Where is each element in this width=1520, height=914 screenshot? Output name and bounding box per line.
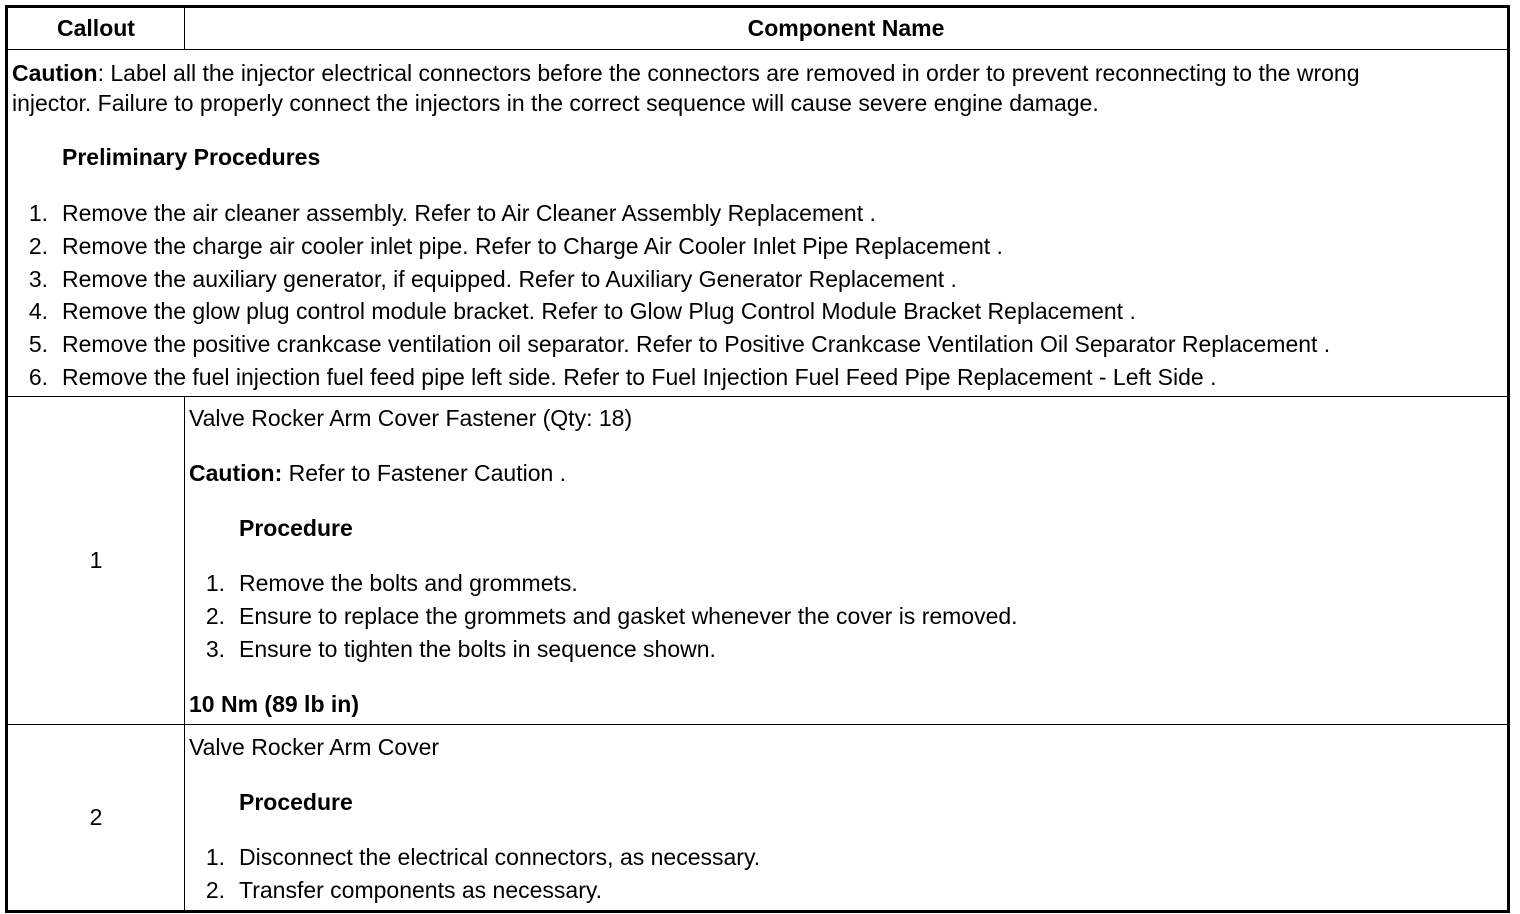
step-number: 1. (205, 570, 225, 596)
caution-label: Caution: (189, 460, 283, 486)
header-component-name: Component Name (747, 15, 945, 41)
step-number: 1. (205, 844, 225, 870)
step-text: Remove the air cleaner assembly. Refer to Air Cleaner Assembly Replacement . (62, 200, 876, 226)
step-text: Transfer components as necessary. (239, 877, 603, 903)
step-text: Remove the auxiliary generator, if equipped. Refer to Auxiliary Generator Replacement . (62, 266, 957, 292)
procedure-title: Procedure (239, 515, 353, 541)
step-number: 1. (28, 200, 48, 226)
preliminary-procedures-title: Preliminary Procedures (62, 144, 321, 170)
step-number: 2. (28, 233, 48, 259)
table-header-row (8, 8, 1507, 50)
component-cell (185, 725, 1507, 910)
step-text: Remove the fuel injection fuel feed pipe left side. Refer to Fuel Injection Fuel Feed Pipe Replacement - Left Side . (62, 364, 1217, 390)
step-text: Remove the charge air cooler inlet pipe. Refer to Charge Air Cooler Inlet Pipe Replacement . (62, 233, 1003, 259)
header-callout: Callout (8, 8, 185, 49)
step-text: Ensure to tighten the bolts in sequence shown. (239, 636, 716, 662)
step-text: Remove the positive crankcase ventilation oil separator. Refer to Positive Crankcase Ventilation Oil Separator Replacement . (62, 331, 1331, 357)
step-number: 2. (205, 603, 225, 629)
step-number: 3. (28, 266, 48, 292)
component-name: Valve Rocker Arm Cover Fastener (Qty: 18) (189, 405, 633, 431)
component-caution: Caution: Refer to Fastener Caution . (189, 460, 567, 486)
callout-number: 2 (8, 725, 185, 910)
table-row (8, 725, 1507, 910)
step-number: 5. (28, 331, 48, 357)
intro-caution-line1: Caution: Label all the injector electrical connectors before the connectors are removed in order to prevent reconnecting to the wrong (12, 60, 1360, 86)
step-number: 4. (28, 298, 48, 324)
component-cell (185, 397, 1507, 724)
table-row (8, 397, 1507, 725)
step-number: 3. (205, 636, 225, 662)
step-text: Remove the glow plug control module bracket. Refer to Glow Plug Control Module Bracket Replacement . (62, 298, 1136, 324)
step-text: Disconnect the electrical connectors, as necessary. (239, 844, 761, 870)
step-number: 2. (205, 877, 225, 903)
intro-caution-line2: injector. Failure to properly connect the injectors in the correct sequence will cause severe engine damage. (12, 90, 1099, 116)
procedure-table (5, 5, 1510, 913)
step-text: Remove the bolts and grommets. (239, 570, 578, 596)
step-text: Ensure to replace the grommets and gasket whenever the cover is removed. (239, 603, 1018, 629)
component-name: Valve Rocker Arm Cover (189, 734, 440, 760)
torque-spec: 10 Nm (89 lb in) (189, 691, 359, 717)
intro-row (8, 50, 1507, 397)
intro-caution-label: Caution (12, 60, 98, 86)
callout-number: 1 (8, 397, 185, 724)
procedure-title: Procedure (239, 789, 353, 815)
step-number: 6. (28, 364, 48, 390)
